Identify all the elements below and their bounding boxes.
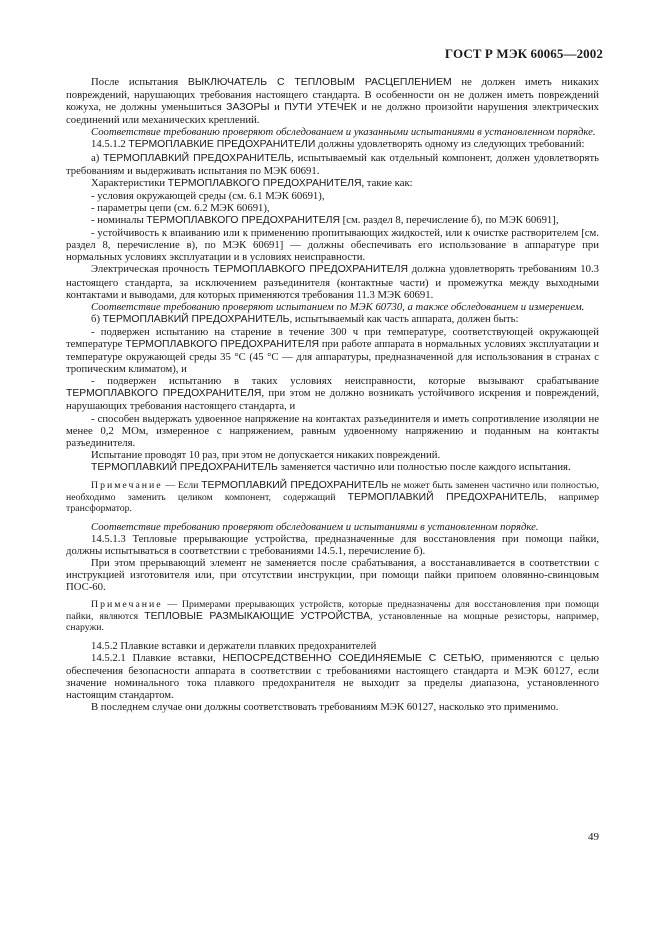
note: Примечание — Если ТЕРМОПЛАВКИЙ ПРЕДОХРАНИТЕЛЬ не может быть заменен частично или полностью, необходимо заменить целиком компонент, содержащий ТЕРМОПЛАВКИЙ ПРЕДОХРАНИТЕЛЬ, например трансформатор.: [66, 480, 600, 514]
paragraph: В последнем случае они должны соответствовать требованиям МЭК 60127, насколько это применимо.: [91, 701, 559, 714]
list-item: - параметры цепи (см. 6.2 МЭК 60691),: [91, 201, 270, 214]
list-item: - подвержен испытанию на старение в течение 300 ч при температуре, соответствующей окружающей температуре ТЕРМОПЛАВКОГО ПРЕДОХРАНИТЕЛЯ при работе аппарата в нормальных условиях эксплуатации и температуре окружающей среды 35 °С (45 °С — для аппаратуры, предназначенной для использования в странах с тропическим климатом), и: [66, 325, 599, 376]
list-item: - условия окружающей среды (см. 6.1 МЭК 60691),: [91, 189, 325, 202]
paragraph: Электрическая прочность ТЕРМОПЛАВКОГО ПРЕДОХРАНИТЕЛЯ должна удовлетворять требованиям 10.3 настоящего стандарта, за исключением разъединителя (контактные части) и промежутка между выходными контактами и выводами, для которых применяются требования 11.3 МЭК 60691.: [66, 263, 600, 301]
note: Примечание — Примерами прерывающих устройств, которые предназначены для восстановления при помощи пайки, являются ТЕПЛОВЫЕ РАЗМЫКАЮЩИЕ УСТРОЙСТВА, установленные на мощные резисторы, например, снаружи.: [66, 599, 599, 634]
paragraph: После испытания ВЫКЛЮЧАТЕЛЬ С ТЕПЛОВЫМ РАСЦЕПЛЕНИЕМ не должен иметь никаких повреждений, нарушающих требования настоящего стандарта. В особенности он не должен иметь повреждений кожуха, не должны уменьшиться ЗАЗОРЫ и ПУТИ УТЕЧЕК и не должно произойти нарушения электрических соединений или механических креплений.: [66, 76, 600, 127]
paragraph: Характеристики ТЕРМОПЛАВКОГО ПРЕДОХРАНИТЕЛЯ, такие как:: [91, 176, 413, 189]
page-content: [66, 76, 599, 713]
clause-14-5-2-1: 14.5.2.1 Плавкие вставки, НЕПОСРЕДСТВЕННО СОЕДИНЯЕМЫЕ С СЕТЬЮ, применяются с целью обеспечения безопасности аппарата в соответствии с требованиями настоящего стандарта и МЭК 60127, если значение номинального тока плавкого предохранителя не выходит за пределы диапазона, установленного настоящим стандартом.: [66, 651, 599, 701]
item-a: а) ТЕРМОПЛАВКИЙ ПРЕДОХРАНИТЕЛЬ, испытываемый как отдельный компонент, должен удовлетворять требованиям и выдерживать испытания по МЭК 60691.: [66, 151, 599, 177]
item-b: б) ТЕРМОПЛАВКИЙ ПРЕДОХРАНИТЕЛЬ, испытываемый как часть аппарата, должен быть:: [91, 312, 519, 325]
compliance-paragraph: Соответствие требованию проверяют обследованием и испытаниями в установленном порядке.: [91, 520, 539, 533]
clause-14-5-1-2: 14.5.1.2 ТЕРМОПЛАВКИЕ ПРЕДОХРАНИТЕЛИ должны удовлетворять одному из следующих требований:: [91, 138, 585, 151]
page-number: 49: [588, 831, 599, 843]
clause-14-5-2: 14.5.2 Плавкие вставки и держатели плавких предохранителей: [91, 639, 377, 652]
list-item: - способен выдержать удвоенное напряжение на контактах разъединителя и иметь сопротивление изоляции не менее 0,2 МОм, измеренное с напряжением, равным удвоенному напряжению и поданным на контакты разъединителя.: [66, 412, 599, 449]
list-item: - подвержен испытанию в таких условиях неисправности, которые вызывают срабатывание ТЕРМОПЛАВКОГО ПРЕДОХРАНИТЕЛЯ, при этом не должно возникать устойчивого искрения и повреждений, нарушающих требования настоящего стандарта, и: [66, 375, 600, 413]
list-item: - устойчивость к впаиванию или к применению пропитывающих жидкостей, или к очистке растворителем [см. раздел 8, перечисление в), по МЭК 60691] — должны обеспечивать его использование в аппаратуре при нормальных условиях эксплуатации и в условиях неисправности.: [66, 227, 599, 264]
paragraph: ТЕРМОПЛАВКИЙ ПРЕДОХРАНИТЕЛЬ заменяется частично или полностью после каждого испытания.: [91, 460, 571, 473]
list-item: - номиналы ТЕРМОПЛАВКОГО ПРЕДОХРАНИТЕЛЯ [см. раздел 8, перечисление б), по МЭК 60691],: [91, 214, 559, 227]
paragraph: При этом прерывающий элемент не заменяется после срабатывания, а восстанавливается в соответствии с инструкцией изготовителя или, при отсутствии инструкции, при помощи пайки припоем оловянно-свинцовым ПОС-60.: [66, 556, 599, 593]
paragraph: Испытание проводят 10 раз, при этом не допускается никаких повреждений.: [91, 448, 441, 461]
clause-14-5-1-3: 14.5.1.3 Тепловые прерывающие устройства, предназначенные для восстановления при помощи пайки, должны испытываться в соответствии с требованиями 14.5.1, перечисление б).: [66, 532, 599, 557]
compliance-paragraph: Соответствие требованию проверяют обследованием и указанными испытаниями в установленном порядке.: [91, 126, 596, 139]
standard-header: ГОСТ Р МЭК 60065—2002: [444, 46, 603, 61]
compliance-paragraph: Соответствие требованию проверяют испытанием по МЭК 60730, а также обследованием и измерением.: [91, 300, 585, 313]
